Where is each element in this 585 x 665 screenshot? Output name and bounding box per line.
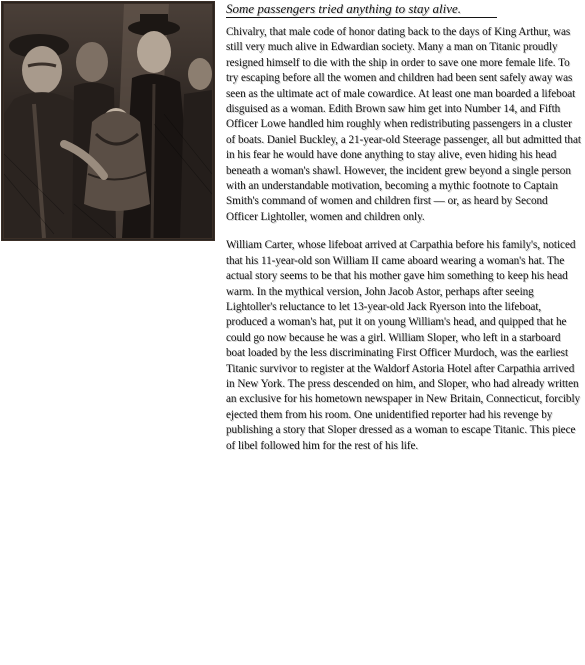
article bbox=[226, 0, 582, 454]
paragraph-carter-sloper: William Carter, whose lifeboat arrived at Carpathia before his family's, noticed that his 11-year-old son William II came aboard wearing a woman's hat. The actual story seems to be that his mother gave him something to keep his head warm. In the mythical version, John Jacob Astor, perhaps after seeing Lightoller's reluctance to let 13-year-old Jack Ryerson into the lifeboat, produced a woman's hat, put it on young William's head, and quipped that he could go now because he was a girl. William Sloper, who left in a starboard boat loaded by the less discriminating First Officer Murdoch, was the earliest Titanic survivor to register at the Waldorf Astoria Hotel after Carpathia arrived in New York. The press descended on him, and Sloper, who had already written an exclusive for his hometown newspaper in New Britain, Connecticut, forcibly ejected them from his room. One unidentified reporter had his revenge by publishing a story that Sloper dressed as a woman to escape Titanic. This piece of libel followed him for the rest of his life. bbox=[226, 239, 581, 452]
passengers-illustration-image bbox=[4, 4, 212, 238]
image-caption: Some passengers tried anything to stay alive. bbox=[226, 1, 497, 18]
paragraph-chivalry: Chivalry, that male code of honor dating back to the days of King Arthur, was still very much alive in Edwardian society. Many a man on Titanic proudly resigned himself to die with the ship in order to save one more female life. To try escaping before all the women and children had been sent safely away was seen as the ultimate act of male cowardice. At least one man boarded a lifeboat disguised as a woman. Edith Brown saw him get into Number 14, and Fifth Officer Lowe handled him roughly when redistributing passengers in a cluster of boats. Daniel Buckley, a 21-year-old Steerage passenger, all but admitted that in his fear he would have done anything to stay alive, even hiding his head beneath a woman's shawl. However, the incident grew beyond a single person with an understandable motivation, becoming a mythic footnote to Captain Smith's command of women and children first — or, as heard by Second Officer Lightoller, women and children only. bbox=[226, 26, 581, 223]
illustration bbox=[1, 1, 215, 241]
